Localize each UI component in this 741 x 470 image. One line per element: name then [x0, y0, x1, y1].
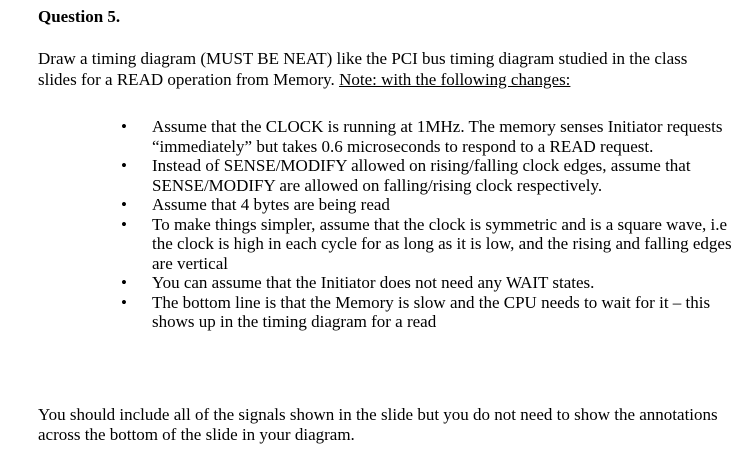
list-item: [118, 215, 733, 274]
bullet-marker: •: [121, 292, 127, 312]
list-item-text: Instead of SENSE/MODIFY allowed on rising/falling clock edges, assume that SENSE/MODIFY are allowed on falling/rising clock respectively.: [152, 156, 691, 195]
intro-paragraph: [38, 48, 728, 90]
intro-note: Note: with the following changes:: [339, 70, 571, 89]
list-item-text: Assume that the CLOCK is running at 1MHz. The memory senses Initiator requests “immediately” but takes 0.6 microseconds to respond to a READ request.: [152, 117, 723, 156]
list-item: [118, 156, 733, 195]
bullet-marker: •: [121, 195, 127, 214]
bullet-marker: •: [121, 156, 127, 175]
list-item: [118, 273, 733, 293]
bullet-marker: •: [121, 273, 127, 292]
bullet-marker: •: [121, 214, 127, 234]
requirements-list: [118, 117, 733, 332]
list-item: [118, 293, 733, 332]
intro-text: Draw a timing diagram (MUST BE NEAT) like the PCI bus timing diagram studied in the class slides for a READ operation from Memory.: [38, 49, 688, 89]
list-item-text: The bottom line is that the Memory is slow and the CPU needs to wait for it – this shows up in the timing diagram for a read: [152, 292, 711, 331]
list-item-text: You can assume that the Initiator does not need any WAIT states.: [152, 273, 595, 292]
list-item-text: Assume that 4 bytes are being read: [152, 195, 390, 214]
closing-paragraph: You should include all of the signals shown in the slide but you do not need to show the annotations across the bottom of the slide in your diagram.: [38, 405, 718, 444]
list-item-text: To make things simpler, assume that the clock is symmetric and is a square wave, i.e the clock is high in each cycle for as long as it is low, and the rising and falling edges are vertical: [152, 214, 732, 273]
list-item: [118, 117, 733, 156]
question-heading: Question 5.: [38, 7, 121, 26]
list-item: [118, 195, 733, 215]
bullet-marker: •: [121, 117, 127, 136]
